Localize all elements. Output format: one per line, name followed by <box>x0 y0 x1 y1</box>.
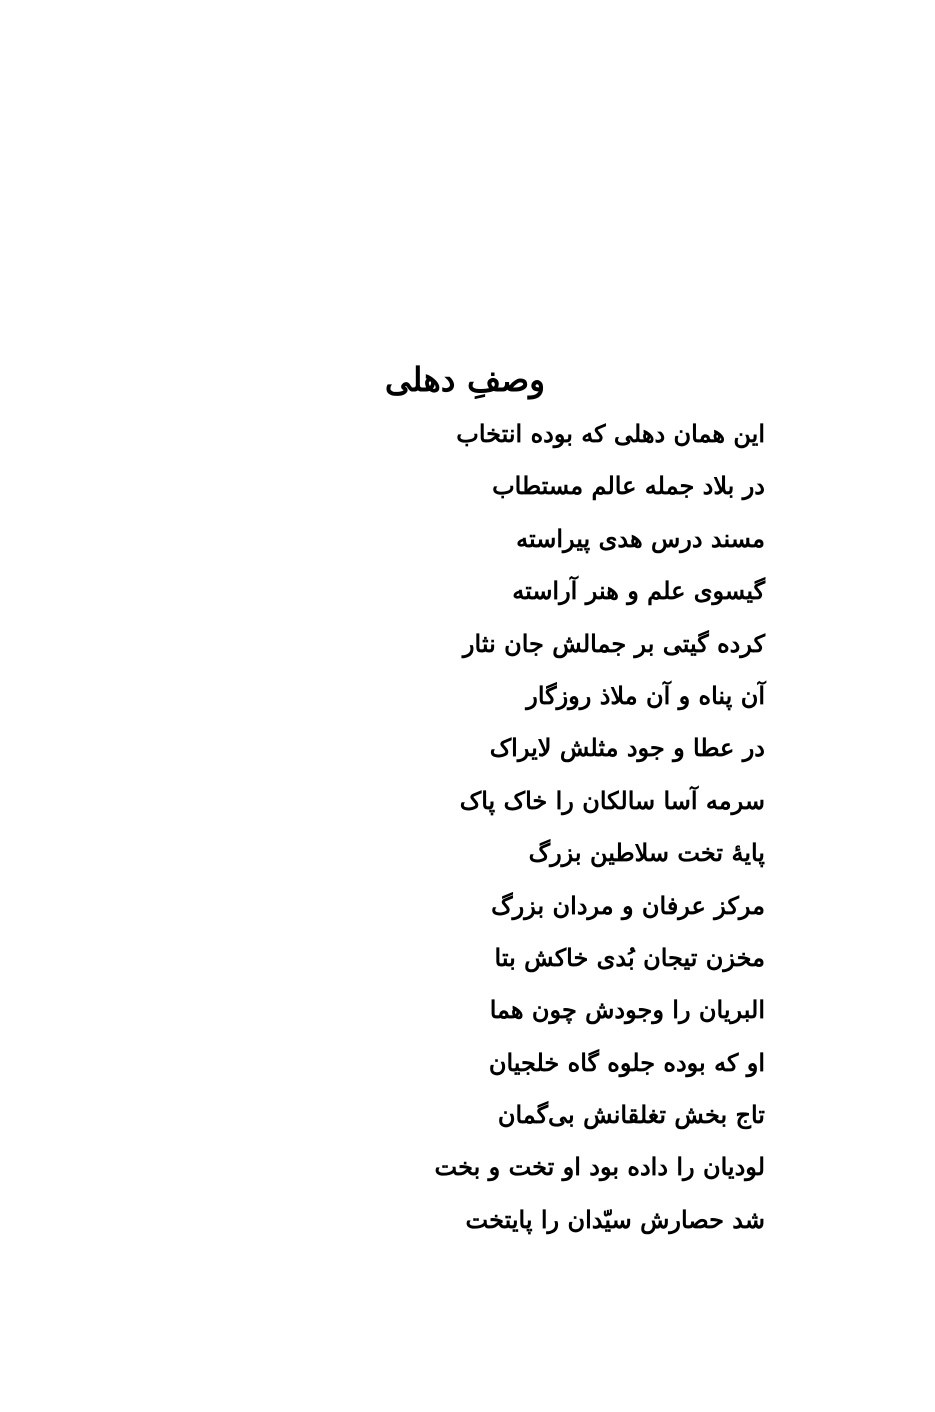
verse-line: تاج بخش تغلقانش بی‌گمان <box>497 1100 765 1130</box>
verse-line: لودیان را داده بود او تخت و بخت <box>434 1152 765 1182</box>
verse-line: مسند درس هدی پیراسته <box>516 523 765 553</box>
verse-line: در بلاد جمله عالم مستطاب <box>492 471 765 501</box>
verse-line: آن پناه و آن ملاذ روزگار <box>526 680 765 710</box>
verse-line: در عطا و جود مثلش لایراک <box>489 733 765 763</box>
verse-line: سرمه آسا سالکان را خاک پاک <box>459 785 765 815</box>
verse-list <box>345 408 765 1246</box>
verse-line: البریان را وجودش چون هما <box>489 995 765 1025</box>
verse-line: این همان دهلی که بوده انتخاب <box>456 419 765 448</box>
poem-title: وصفِ دهلی <box>384 360 546 400</box>
verse-line: مرکز عرفان و مردان بزرگ <box>491 890 765 920</box>
verse-line: گیسوی علم و هنر آراسته <box>512 576 765 606</box>
verse-line: کرده گیتی بر جمالش جان نثار <box>462 628 765 658</box>
verse-line: او که بوده جلوه گاه خلجیان <box>488 1047 765 1077</box>
verse-line: مخزن تیجان بُدی خاکش بتا <box>494 942 765 972</box>
verse-line: پایۀ تخت سلاطین بزرگ <box>528 838 765 868</box>
verse-line: شد حصارش سیّدان را پایتخت <box>465 1204 765 1234</box>
